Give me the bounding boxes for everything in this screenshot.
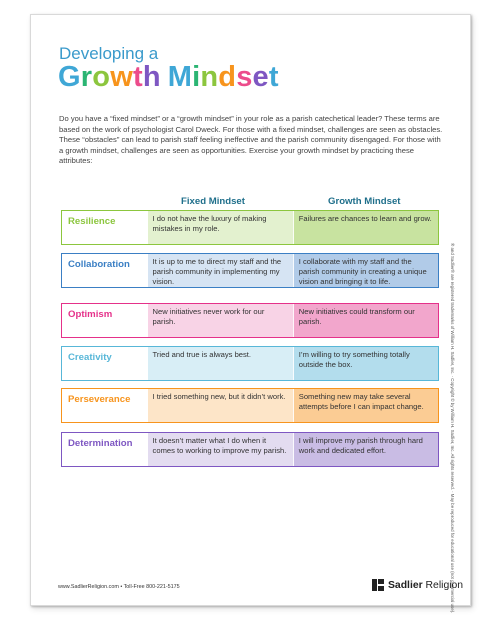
fixed-mindset-cell: I do not have the luxury of making mistakes in my role.	[148, 211, 293, 244]
table-row	[61, 432, 439, 467]
title-letter: r	[80, 61, 93, 93]
fixed-mindset-cell: Tried and true is always best.	[148, 347, 293, 380]
sadlier-logo-icon	[371, 578, 385, 592]
copyright-note: ® and Sadlier® are registered trademarks of William H. Sadlier, Inc. · Copyright © by William H. Sadlier, Inc. All rights reserved. · May be reproduced for educational use (not commercial use).	[450, 243, 455, 614]
title-letter: o	[92, 61, 111, 93]
title-letter: d	[218, 61, 237, 93]
fixed-mindset-header: Fixed Mindset	[181, 196, 245, 207]
fixed-mindset-cell: New initiatives never work for our parish.	[148, 304, 293, 337]
growth-mindset-header: Growth Mindset	[328, 196, 401, 207]
attribute-label: Creativity	[68, 352, 112, 363]
pre-title: Developing a	[59, 44, 159, 63]
growth-mindset-cell: Failures are chances to learn and grow.	[293, 211, 438, 244]
attribute-label: Determination	[68, 438, 133, 449]
title-letter: w	[110, 61, 133, 93]
table-row	[61, 346, 439, 381]
title-letter: i	[192, 61, 201, 93]
title-letter: t	[132, 61, 143, 93]
table-row	[61, 388, 439, 423]
growth-mindset-cell: I collaborate with my staff and the parish community in creating a unique vision and bringing it to life.	[293, 254, 438, 287]
growth-mindset-cell: I will improve my parish through hard work and dedicated effort.	[293, 433, 438, 466]
logo-text-bold: Sadlier	[388, 579, 423, 591]
fixed-mindset-cell: It doesn’t matter what I do when it comes to working to improve my parish.	[148, 433, 293, 466]
fixed-mindset-cell: It is up to me to direct my staff and the parish community in implementing my vision.	[148, 254, 293, 287]
attribute-label: Collaboration	[68, 259, 130, 270]
growth-mindset-cell: New initiatives could transform our parish.	[293, 304, 438, 337]
title-letter: t	[268, 61, 279, 93]
table-row	[61, 210, 439, 245]
worksheet-page	[30, 14, 471, 614]
attribute-label: Perseverance	[68, 394, 131, 405]
growth-mindset-cell: I’m willing to try something totally outside the box.	[293, 347, 438, 380]
title-letter: n	[200, 61, 219, 93]
sadlier-logo	[371, 578, 463, 592]
title-letter: M	[167, 61, 193, 93]
growth-mindset-cell: Something new may take several attempts before I can impact change.	[293, 389, 438, 422]
fixed-mindset-cell: I tried something new, but it didn’t work.	[148, 389, 293, 422]
title-letter: s	[236, 61, 253, 93]
table-row	[61, 253, 439, 288]
title-letter: e	[252, 61, 269, 93]
logo-text-light: Religion	[422, 579, 464, 591]
intro-paragraph: Do you have a “fixed mindset” or a “growth mindset” in your role as a parish catechetical leader? These terms are based on the work of psychologist Carol Dweck. For those with a fixed mindset, challenges are seen as obstacles. These “obstacles” can lead to parish staff feeling ineffective and the parish community disengaged. For those with a growth mindset, challenges are seen as opportunities. Exercise your growth mindset by practicing these attributes:	[59, 114, 443, 166]
table-row	[61, 303, 439, 338]
attribute-label: Optimism	[68, 309, 113, 320]
footer-contact: www.SadlierReligion.com • Toll-Free 800-221-5175	[58, 584, 180, 590]
attribute-label: Resilience	[68, 216, 116, 227]
page-title	[58, 61, 279, 94]
title-letter: G	[58, 61, 81, 93]
title-letter: h	[142, 61, 161, 93]
